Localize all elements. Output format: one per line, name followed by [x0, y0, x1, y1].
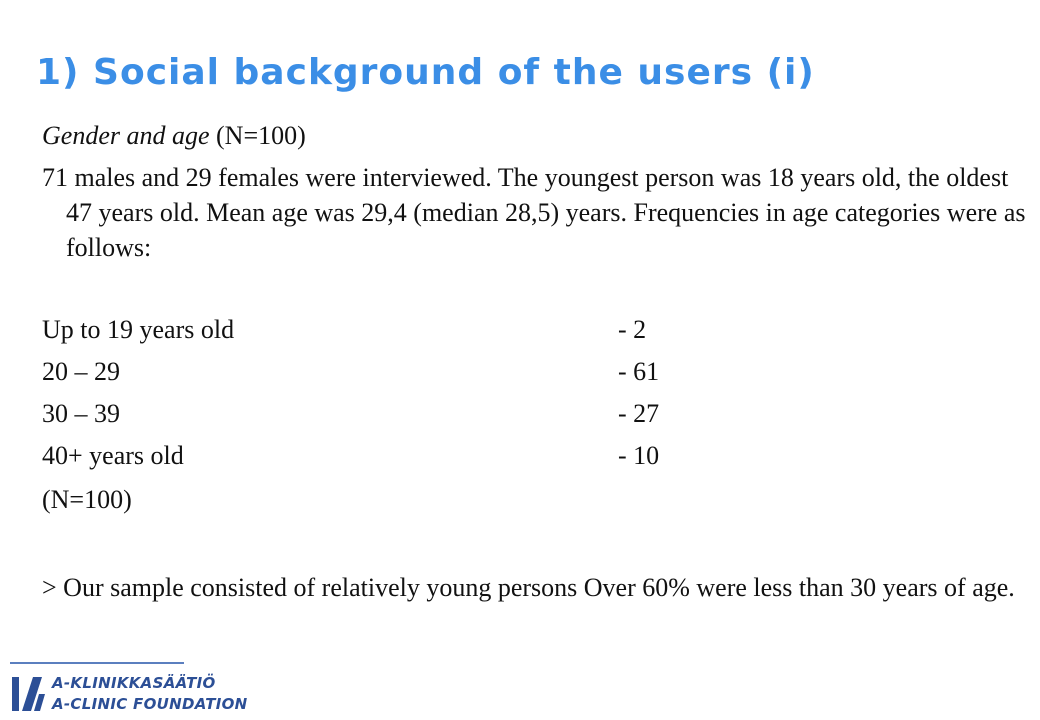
- age-row: [42, 399, 742, 435]
- age-row: [42, 315, 742, 351]
- intro-paragraph: 71 males and 29 females were interviewed. The youngest person was 18 years old, the oldest 47 years old. Mean age was 29,4 (median 28,5) years. Frequencies in age categories were as follows:: [42, 163, 1026, 262]
- subtitle-sample-size: (N=100): [209, 121, 306, 150]
- age-category-label: Up to 19 years old: [42, 315, 235, 344]
- age-row: [42, 357, 742, 393]
- subtitle-italic: Gender and age: [42, 121, 210, 150]
- age-category-count: - 27: [618, 399, 660, 428]
- age-category-count: - 61: [618, 357, 660, 386]
- a-clinic-logo-icon: [12, 674, 46, 714]
- age-row: [42, 441, 742, 477]
- age-category-label: 20 – 29: [42, 357, 120, 386]
- logo-line-finnish: A-KLINIKKASÄÄTIÖ: [52, 674, 216, 692]
- logo-divider: [10, 662, 184, 664]
- section-subtitle: [42, 118, 1002, 153]
- slide-title: 1) Social background of the users (i): [36, 52, 815, 93]
- age-category-count: - 2: [618, 315, 647, 344]
- sample-size-note: (N=100): [42, 485, 132, 514]
- logo-line-english: A-CLINIC FOUNDATION: [52, 695, 248, 713]
- foundation-logo-text: [52, 673, 248, 715]
- age-category-label: 40+ years old: [42, 441, 184, 470]
- age-category-count: - 10: [618, 441, 660, 470]
- age-category-label: 30 – 39: [42, 399, 120, 428]
- conclusion-paragraph: > Our sample consisted of relatively young persons Over 60% were less than 30 years of age.: [42, 573, 1015, 602]
